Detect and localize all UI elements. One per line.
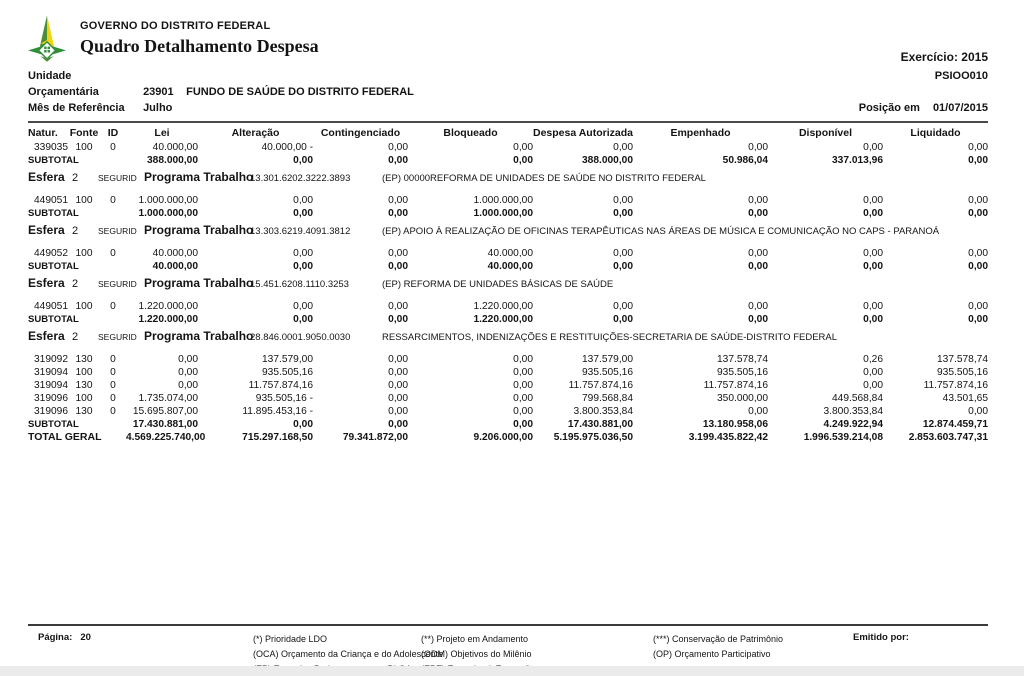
legend-item: (ODM) Objetivos do Milênio xyxy=(421,649,532,659)
cell-value: 0,00 xyxy=(293,314,313,325)
programa-trabalho-code: 13.301.6202.3222.3893 xyxy=(250,173,351,184)
data-row xyxy=(28,392,988,405)
position-value: 01/07/2015 xyxy=(932,102,988,114)
cell-value: 50.986,04 xyxy=(722,155,768,166)
data-row xyxy=(28,247,988,260)
esfera-label: Esfera xyxy=(28,223,65,237)
cell-value: 0,00 xyxy=(613,301,633,312)
programa-trabalho-code: 28.846.0001.9050.0030 xyxy=(250,332,351,343)
cell-id: 0 xyxy=(110,367,116,378)
cell-fonte: 100 xyxy=(75,301,93,312)
cell-value: 0,00 xyxy=(513,155,533,166)
cell-value: 935.505,16 xyxy=(937,367,988,378)
programa-trabalho-label: Programa Trabalho xyxy=(144,329,254,343)
cell-value: 40.000,00 xyxy=(152,248,198,259)
cell-value: 0,26 xyxy=(863,354,883,365)
esfera-value: 2 xyxy=(72,172,79,184)
cell-value: 9.206.000,00 xyxy=(473,432,533,443)
cell-fonte: 100 xyxy=(75,195,93,206)
cell-id: 0 xyxy=(110,354,116,365)
cell-fonte: 100 xyxy=(75,367,93,378)
cell-value: 79.341.872,00 xyxy=(342,432,408,443)
cell-value: 0,00 xyxy=(513,406,533,417)
cell-value: 0,00 xyxy=(513,380,533,391)
cell-fonte: 130 xyxy=(75,354,93,365)
cell-value: 0,00 xyxy=(388,195,408,206)
cell-value: 3.199.435.822,42 xyxy=(688,432,768,443)
cell-value: 0,00 xyxy=(293,195,313,206)
legend-item: (***) Conservação de Patrimônio xyxy=(653,634,784,644)
cell-value: 1.220.000,00 xyxy=(138,314,198,325)
position-line xyxy=(859,100,988,116)
brand-text xyxy=(80,12,319,57)
table-body xyxy=(28,141,988,444)
cell-value: 0,00 xyxy=(513,367,533,378)
cell-natur: 319092 xyxy=(34,354,68,365)
legend-item: (*) Prioridade LDO xyxy=(253,634,328,644)
legend-item: (OP) Orçamento Participativo xyxy=(653,649,771,659)
cell-value: 2.853.603.747,31 xyxy=(908,432,988,443)
report-code: PSIOO010 xyxy=(934,70,988,82)
viewer-background-strip xyxy=(0,666,1024,676)
emitted-by-label: Emitido por: xyxy=(853,632,909,643)
report-header xyxy=(28,12,988,64)
page-indicator xyxy=(28,632,253,643)
cell-value: 3.800.353,84 xyxy=(573,406,633,417)
cell-value: 11.757.874,16 xyxy=(248,380,313,391)
cell-value: 15.695.807,00 xyxy=(132,406,198,417)
column-header-6: Contingenciado xyxy=(320,127,401,139)
cell-fonte: 100 xyxy=(75,393,93,404)
esfera-value: 2 xyxy=(72,331,79,343)
cell-fonte: 130 xyxy=(75,380,93,391)
programa-trabalho-label: Programa Trabalho xyxy=(144,223,254,237)
cell-value: 0,00 xyxy=(748,195,768,206)
cell-value: 5.195.975.036,50 xyxy=(553,432,633,443)
cell-natur: 319094 xyxy=(34,380,68,391)
cell-value: 0,00 xyxy=(388,155,408,166)
cell-id: 0 xyxy=(110,380,116,391)
cell-value: 40.000,00 xyxy=(487,261,533,272)
cell-value: 799.568,84 xyxy=(582,393,633,404)
cell-value: 388.000,00 xyxy=(147,155,198,166)
esfera-sphere: SEGURID xyxy=(98,332,137,342)
data-row xyxy=(28,353,988,366)
cell-value: 337.013,96 xyxy=(832,155,883,166)
esfera-row xyxy=(28,273,988,300)
column-header-2: Fonte xyxy=(69,127,99,139)
cell-value: 0,00 xyxy=(388,419,408,430)
cell-value: 0,00 xyxy=(613,208,633,219)
data-row xyxy=(28,405,988,418)
exercise-label: Exercício: xyxy=(900,50,958,64)
cell-value: 1.735.074,00 xyxy=(138,393,198,404)
esfera-value: 2 xyxy=(72,278,79,290)
cell-id: 0 xyxy=(110,393,116,404)
cell-value: 0,00 xyxy=(388,406,408,417)
programa-trabalho-description: (EP) APOIO À REALIZAÇÃO DE OFICINAS TERAPÊUTICAS NAS ÁREAS DE MÚSICA E COMUNICAÇÃO NO CAPS - PARANOÁ xyxy=(382,226,940,237)
exercise-value: 2015 xyxy=(961,50,988,64)
month-label: Mês de Referência xyxy=(28,102,125,114)
cell-value: 137.578,74 xyxy=(717,354,768,365)
cell-value: 1.996.539.214,08 xyxy=(803,432,883,443)
cell-natur: 319096 xyxy=(34,393,68,404)
cell-value: 0,00 xyxy=(863,367,883,378)
cell-value: 0,00 xyxy=(388,380,408,391)
cell-natur: 319096 xyxy=(34,406,68,417)
programa-trabalho-code: 15.451.6208.1110.3253 xyxy=(250,279,349,290)
subtotal-row xyxy=(28,418,988,431)
cell-value: 11.757.874,16 xyxy=(568,380,633,391)
esfera-row xyxy=(28,167,988,194)
cell-value: 137.579,00 xyxy=(582,354,633,365)
cell-value: 11.757.874,16 xyxy=(703,380,768,391)
esfera-row xyxy=(28,326,988,353)
data-row xyxy=(28,366,988,379)
esfera-sphere: SEGURID xyxy=(98,173,137,183)
expense-table xyxy=(28,126,988,444)
cell-value: 0,00 xyxy=(968,208,988,219)
cell-value: 137.578,74 xyxy=(937,354,988,365)
cell-value: 0,00 xyxy=(968,301,988,312)
column-header-5: Alteração xyxy=(231,127,280,139)
position-label: Posição em xyxy=(858,102,920,114)
cell-value: 0,00 xyxy=(863,301,883,312)
cell-value: 0,00 xyxy=(388,248,408,259)
subtotal-row xyxy=(28,207,988,220)
cell-fonte: 130 xyxy=(75,406,93,417)
row-label: SUBTOTAL xyxy=(28,208,79,219)
cell-value: 0,00 xyxy=(863,195,883,206)
unit-line xyxy=(28,68,414,100)
legend-item: (**) Projeto em Andamento xyxy=(421,634,529,644)
cell-value: 0,00 xyxy=(863,142,883,153)
cell-fonte: 100 xyxy=(75,142,93,153)
cell-value: 0,00 xyxy=(968,314,988,325)
row-label: TOTAL GERAL xyxy=(28,431,102,443)
cell-value: 0,00 xyxy=(613,248,633,259)
cell-value: 0,00 xyxy=(748,301,768,312)
cell-natur: 449051 xyxy=(34,301,68,312)
column-header-1: Natur. xyxy=(28,127,58,139)
esfera-cell xyxy=(28,326,988,353)
cell-value: 17.430.881,00 xyxy=(567,419,633,430)
cell-value: 0,00 xyxy=(388,367,408,378)
programa-trabalho-label: Programa Trabalho xyxy=(144,170,254,184)
cell-value: 1.000.000,00 xyxy=(138,208,198,219)
cell-value: 0,00 xyxy=(748,208,768,219)
column-header-7: Bloqueado xyxy=(443,127,498,139)
month-value: Julho xyxy=(143,102,173,114)
page-number: 20 xyxy=(80,632,91,643)
cell-value: 0,00 xyxy=(293,419,313,430)
cell-value: 0,00 xyxy=(388,301,408,312)
esfera-label: Esfera xyxy=(28,329,65,343)
cell-value: 935.505,16 - xyxy=(255,393,313,404)
programa-trabalho-description: (EP) REFORMA DE UNIDADES BÁSICAS DE SAÚDE xyxy=(382,279,614,290)
cell-value: 0,00 xyxy=(513,354,533,365)
cell-value: 0,00 xyxy=(863,314,883,325)
cell-value: 0,00 xyxy=(513,393,533,404)
unit-name: FUNDO DE SAÚDE DO DISTRITO FEDERAL xyxy=(186,86,414,98)
cell-value: 0,00 xyxy=(613,314,633,325)
cell-value: 0,00 xyxy=(388,261,408,272)
cell-id: 0 xyxy=(110,195,116,206)
cell-value: 0,00 xyxy=(748,142,768,153)
cell-value: 0,00 xyxy=(748,406,768,417)
cell-value: 0,00 xyxy=(388,354,408,365)
programa-trabalho-label: Programa Trabalho xyxy=(144,276,254,290)
cell-value: 0,00 xyxy=(293,208,313,219)
cell-value: 0,00 xyxy=(863,380,883,391)
brand-block xyxy=(28,12,319,64)
meta-row-unit xyxy=(28,68,988,100)
esfera-cell xyxy=(28,220,988,247)
total-row xyxy=(28,431,988,444)
cell-value: 11.895.453,16 - xyxy=(242,406,313,417)
unit-label: Unidade Orçamentária xyxy=(28,70,99,98)
cell-value: 0,00 xyxy=(968,261,988,272)
esfera-sphere: SEGURID xyxy=(98,226,137,236)
cell-value: 1.220.000,00 xyxy=(473,301,533,312)
esfera-label: Esfera xyxy=(28,170,65,184)
cell-value: 935.505,16 xyxy=(717,367,768,378)
cell-value: 4.249.922,94 xyxy=(823,419,883,430)
data-row xyxy=(28,300,988,313)
cell-value: 449.568,84 xyxy=(832,393,883,404)
column-header-3: ID xyxy=(107,127,119,139)
cell-value: 1.000.000,00 xyxy=(473,195,533,206)
cell-id: 0 xyxy=(110,301,116,312)
cell-value: 1.000.000,00 xyxy=(473,208,533,219)
cell-value: 40.000,00 xyxy=(152,142,198,153)
cell-id: 0 xyxy=(110,248,116,259)
row-label: SUBTOTAL xyxy=(28,261,79,272)
page-label: Página: xyxy=(38,632,73,643)
meta-row-month xyxy=(28,100,988,116)
cell-value: 0,00 xyxy=(388,142,408,153)
cell-value: 1.220.000,00 xyxy=(138,301,198,312)
programa-trabalho-description: RESSARCIMENTOS, INDENIZAÇÕES E RESTITUIÇÕES-SECRETARIA DE SAÚDE-DISTRITO FEDERAL xyxy=(382,332,838,343)
cell-value: 0,00 xyxy=(293,261,313,272)
exercise-line xyxy=(901,50,988,64)
cell-value: 12.874.459,71 xyxy=(922,419,988,430)
cell-value: 0,00 xyxy=(863,208,883,219)
column-header-8: Despesa Autorizada xyxy=(533,127,633,139)
cell-value: 40.000,00 xyxy=(487,248,533,259)
cell-value: 40.000,00 xyxy=(152,261,198,272)
cell-value: 0,00 xyxy=(968,195,988,206)
unit-code: 23901 xyxy=(143,86,174,98)
esfera-sphere: SEGURID xyxy=(98,279,137,289)
cell-value: 0,00 xyxy=(748,248,768,259)
cell-natur: 339035 xyxy=(34,142,68,153)
cell-value: 0,00 xyxy=(388,208,408,219)
subtotal-row xyxy=(28,154,988,167)
data-row xyxy=(28,194,988,207)
cell-value: 0,00 xyxy=(968,248,988,259)
cell-value: 3.800.353,84 xyxy=(823,406,883,417)
cell-value: 11.757.874,16 xyxy=(923,380,988,391)
cell-value: 137.579,00 xyxy=(262,354,313,365)
cell-value: 17.430.881,00 xyxy=(132,419,198,430)
esfera-cell xyxy=(28,273,988,300)
cell-value: 0,00 xyxy=(863,261,883,272)
cell-value: 4.569.225.740,00 xyxy=(126,432,206,443)
cell-value: 1.220.000,00 xyxy=(473,314,533,325)
row-label: SUBTOTAL xyxy=(28,314,79,325)
programa-trabalho-description: (EP) 00000REFORMA DE UNIDADES DE SAÚDE NO DISTRITO FEDERAL xyxy=(382,173,706,184)
cell-value: 0,00 xyxy=(968,155,988,166)
column-header-11: Liquidado xyxy=(910,127,961,139)
esfera-label: Esfera xyxy=(28,276,65,290)
cell-value: 0,00 xyxy=(293,248,313,259)
cell-natur: 449051 xyxy=(34,195,68,206)
cell-value: 350.000,00 xyxy=(717,393,768,404)
legend-item: (OCA) Orçamento da Criança e do Adolescente xyxy=(253,649,444,659)
row-label: SUBTOTAL xyxy=(28,419,79,430)
programa-trabalho-code: 13.303.6219.4091.3812 xyxy=(250,226,351,237)
cell-value: 388.000,00 xyxy=(582,155,633,166)
esfera-value: 2 xyxy=(72,225,79,237)
esfera-cell xyxy=(28,167,988,194)
gdf-coat-of-arms-icon xyxy=(28,14,66,64)
cell-value: 0,00 xyxy=(293,301,313,312)
cell-value: 0,00 xyxy=(178,380,198,391)
cell-value: 0,00 xyxy=(388,393,408,404)
subtotal-row xyxy=(28,313,988,326)
cell-value: 0,00 xyxy=(968,406,988,417)
cell-value: 935.505,16 xyxy=(582,367,633,378)
subtotal-row xyxy=(28,260,988,273)
cell-value: 0,00 xyxy=(613,195,633,206)
column-header-4: Lei xyxy=(154,127,170,139)
cell-value: 0,00 xyxy=(613,261,633,272)
cell-natur: 449052 xyxy=(34,248,68,259)
column-header-9: Empenhado xyxy=(670,127,731,139)
cell-value: 0,00 xyxy=(863,248,883,259)
cell-value: 43.501,65 xyxy=(942,393,988,404)
cell-value: 715.297.168,50 xyxy=(242,432,313,443)
cell-natur: 319094 xyxy=(34,367,68,378)
cell-value: 0,00 xyxy=(178,354,198,365)
month-line xyxy=(28,100,172,116)
cell-value: 13.180.958,06 xyxy=(702,419,768,430)
cell-value: 0,00 xyxy=(178,367,198,378)
data-row xyxy=(28,379,988,392)
government-name: GOVERNO DO DISTRITO FEDERAL xyxy=(80,20,271,32)
report-meta xyxy=(28,68,988,123)
data-row xyxy=(28,141,988,154)
cell-id: 0 xyxy=(110,142,116,153)
cell-value: 0,00 xyxy=(513,419,533,430)
cell-value: 0,00 xyxy=(388,314,408,325)
cell-fonte: 100 xyxy=(75,248,93,259)
cell-value: 0,00 xyxy=(513,142,533,153)
cell-id: 0 xyxy=(110,406,116,417)
cell-value: 0,00 xyxy=(968,142,988,153)
cell-value: 40.000,00 - xyxy=(261,142,313,153)
esfera-row xyxy=(28,220,988,247)
cell-value: 0,00 xyxy=(293,155,313,166)
cell-value: 0,00 xyxy=(613,142,633,153)
cell-value: 1.000.000,00 xyxy=(138,195,198,206)
report-title: Quadro Detalhamento Despesa xyxy=(80,36,319,56)
cell-value: 0,00 xyxy=(748,261,768,272)
row-label: SUBTOTAL xyxy=(28,155,79,166)
table-header-row xyxy=(28,126,988,141)
cell-value: 935.505,16 xyxy=(262,367,313,378)
column-header-10: Disponível xyxy=(798,127,853,139)
cell-value: 0,00 xyxy=(748,314,768,325)
